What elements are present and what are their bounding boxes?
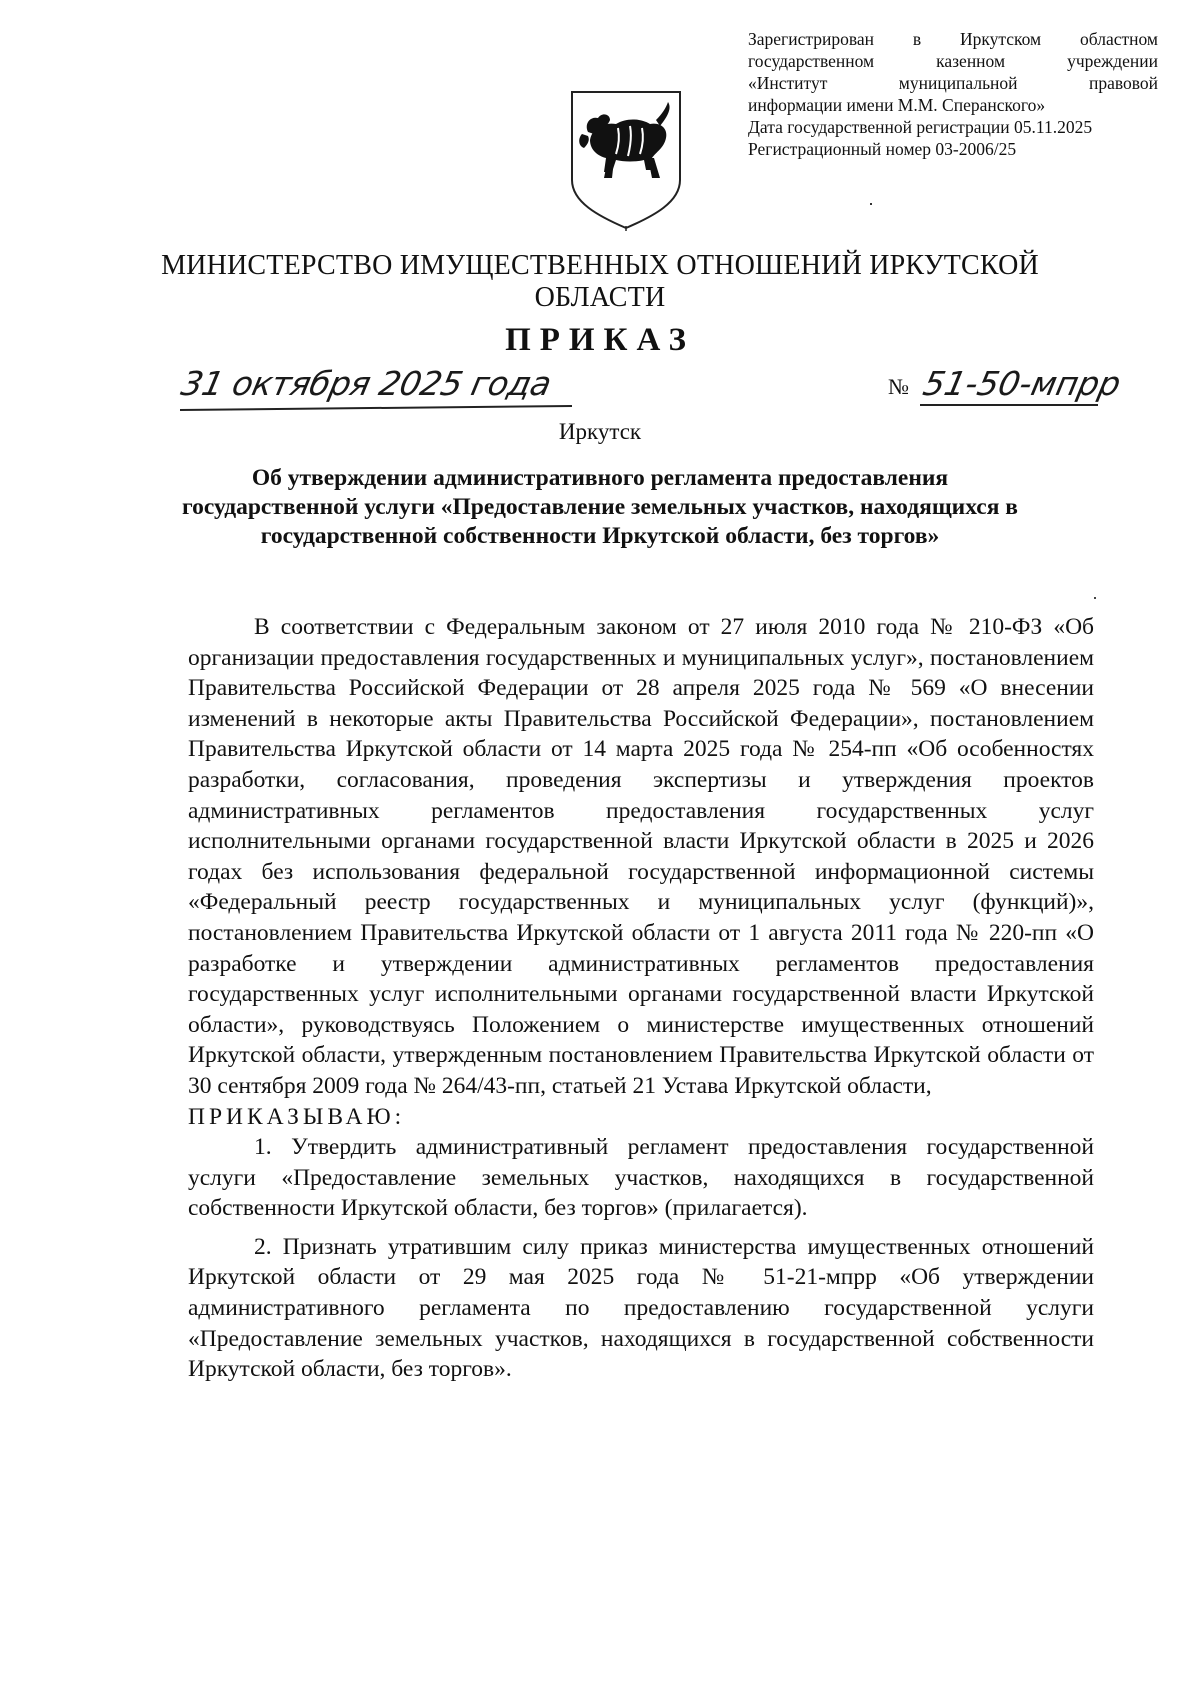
- order-word: ПРИКАЗЫВАЮ:: [188, 1103, 406, 1130]
- number-underline: [920, 404, 1098, 406]
- registration-line: информации имени М.М. Сперанского»: [748, 95, 1046, 115]
- document-subject: Об утверждении административного регламента предоставления государственной услуги «Предоставление земельных участков, находящихся в государственной собственности Иркутской области, без торгов»: [182, 465, 1018, 549]
- ministry-name: МИНИСТЕРСТВО ИМУЩЕСТВЕННЫХ ОТНОШЕНИЙ ИРКУТСКОЙ ОБЛАСТИ: [161, 250, 1039, 313]
- preamble-paragraph: В соответствии с Федеральным законом от 27 июля 2010 года № 210-ФЗ «Об организации предоставления государственных и муниципальных услуг», постановлением Правительства Российской Федерации от 28 апреля 2025 года № 569 «О внесении изменений в некоторые акты Правительства Российской Федерации», постановлением Правительства Иркутской области от 14 марта 2025 года № 254-пп «Об особенностях разработки, согласования, проведения экспертизы и утверждения проектов административных регламентов предоставления государственных услуг исполнительными органами государственной власти Иркутской области в 2025 и 2026 годах без использования федеральной государственной информационной системы «Федеральный реестр государственных и муниципальных услуг (функций)», постановлением Правительства Иркутской области от 1 августа 2011 года № 220-пп «О разработке и утверждении административных регламентов предоставления государственных услуг исполнительными органами государственной власти Иркутской области», руководствуясь Положением о министерстве имущественных отношений Иркутской области, утвержденным постановлением Правительства Иркутской области от 30 сентября 2009 года № 264/43-пп, статьей 21 Устава Иркутской области,: [188, 614, 1094, 1099]
- number-sign: №: [888, 374, 909, 399]
- registration-date: Дата государственной регистрации 05.11.2025: [748, 117, 1093, 137]
- handwritten-date: 31 октября 2025 года: [177, 364, 555, 403]
- city-name: Иркутск: [558, 419, 642, 444]
- registration-number: Регистрационный номер 03-2006/25: [748, 139, 1017, 159]
- scan-speck: [870, 203, 872, 205]
- document-type-title: ПРИКАЗ: [505, 322, 695, 358]
- registration-line: государственном казенном учреждении: [748, 51, 1158, 71]
- registration-line: Зарегистрирован в Иркутском областном: [748, 29, 1158, 49]
- date-underline: [180, 405, 572, 411]
- handwritten-number: 51-50-мпрр: [919, 364, 1125, 403]
- order-item-1: 1. Утвердить административный регламент предоставления государственной услуги «Предоставление земельных участков, находящихся в государственной собственности Иркутской области, без торгов» (прилагается).: [188, 1134, 1094, 1222]
- irkutsk-coat-of-arms-icon: [568, 88, 684, 232]
- scan-speck: [1094, 597, 1096, 599]
- registration-line: «Институт муниципальной правовой: [748, 73, 1158, 93]
- document-body: [188, 612, 1094, 1385]
- registration-stamp: [748, 28, 1158, 160]
- order-item-2: 2. Признать утратившим силу приказ министерства имущественных отношений Иркутской области от 29 мая 2025 года № 51-21-мпрр «Об утверждении административного регламента по предоставлению государственной услуги «Предоставление земельных участков, находящихся в государственной собственности Иркутской области, без торгов».: [188, 1233, 1094, 1383]
